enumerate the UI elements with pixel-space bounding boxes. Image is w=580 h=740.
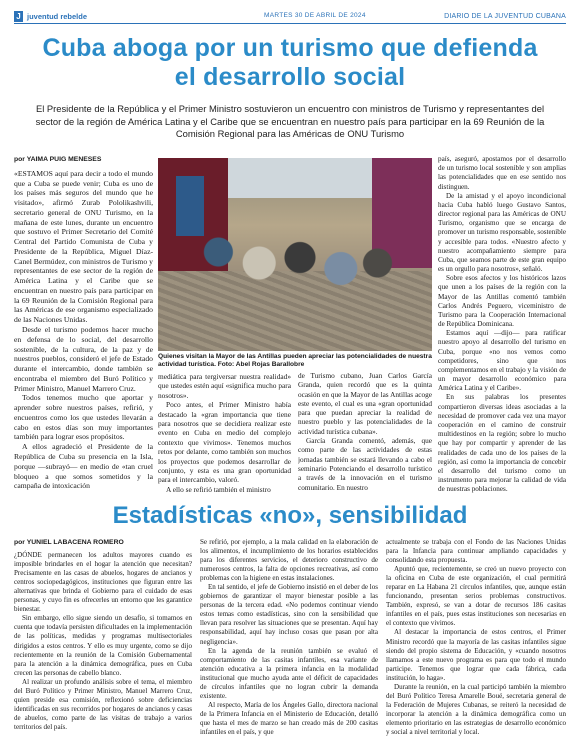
article1-column-1 (14, 155, 153, 493)
publication-name: juventud rebelde (27, 12, 88, 21)
article2-title: Estadísticas «no», sensibilidad (112, 502, 468, 529)
article1-lead: El Presidente de la República y el Primer Ministro sostuvieron un encuentro con ministros de Turismo y representantes del sector de la región de América Latina y el Caribe que se encuentran en nuestro país para participar en la 69 Reunión de la Comisión Regional para las Américas de ONU Turismo (35, 103, 545, 139)
paragraph: Estamos aquí —dijo— para ratificar nuestro apoyo al desarrollo del turismo en Cuba, porque «no nos vemos como competidores, sino que nos complementamos en el trabajo y la visión de un mayor desarrollo económico para América Latina y el Caribe». (438, 329, 566, 393)
photo-caption: Quienes visitan la Mayor de las Antillas pueden apreciar las potencialidades de nuestra actividad turística. Foto: Abel Rojas Barallobre (158, 353, 432, 369)
paragraph: Desde el turismo podemos hacer mucho en defensa de lo social, del desarrollo sostenible, de la cultura, de la paz y de nuestros pueblos, consideró el jefe de Estado durante el intercambio, donde también se encontraba el miembro del Buró Político y Primer Ministro, Manuel Marrero Cruz. (14, 325, 153, 393)
paragraph: Se refirió, por ejemplo, a la mala calidad en la elaboración de los alimentos, el incumplimiento de los horarios establecidos para los diferentes servicios, el deterioro constructivo de numerosos centros, la falta de opciones recreativas, así como problemas con la higiene en estas instalaciones. (200, 538, 378, 583)
article1-column-4 (438, 155, 566, 493)
paragraph: En la agenda de la reunión también se evaluó el comportamiento de las casitas infantiles, esa variante de atención educativa a la primera infancia en la modalidad institucional que mucho ayuda ante el déficit de capacidades de círculos infantiles que no logran cubrir la demanda existente. (200, 646, 378, 700)
article1-column-2 (158, 372, 291, 494)
paragraph: A ello se refirió también el ministro (166, 484, 271, 494)
paragraph: Todos tenemos mucho que aportar y aprender sobre nuestros países, refirió, y encuentros como los que ustedes llevarán a cabo en estos días son muy importantes también para lograr esos propósitos. (14, 393, 153, 442)
newspaper-logo-icon: J (14, 11, 23, 22)
article1-byline: por YAIMA PUIG MENESES (14, 156, 102, 163)
paragraph: actualmente se trabaja con el Fondo de las Naciones Unidas para la Infancia para continuar ampliando capacidades y consolidando esta propuesta. (386, 538, 566, 565)
paragraph: Al destacar la importancia de estos centros, el Primer Ministro recordó que la mayoría de las casitas infantiles sigue siendo del propio sistema de Educación, y «cuando nosotros llamamos a este nuevo programa es para que todo el mundo participe. Tenemos que lograr que cada fábrica, cada institución, lo haga». (386, 628, 566, 682)
paragraph: de Turismo cubano, Juan Carlos García Granda, quien recordó que es la quinta ocasión en que la Mayor de las Antillas acoge este evento, el cual es una «gran oportunidad para que puedan apreciar la realidad de nuestro pueblo y las potencialidades de la actividad turística cubana». (298, 372, 432, 436)
paragraph: Al realizar un profundo análisis sobre el tema, el miembro del Buró Político y Primer Ministro, Manuel Marrero Cruz, quien preside esa comisión, reflexionó sobre deficiencias identificadas en sus recorridos por hogares de ancianos y casas de abuelos, como parte de las visitas de trabajo a varios territorios del país. (14, 677, 192, 731)
paragraph: En sus palabras los presentes compartieron diversas ideas asociadas a la necesidad de promover cada vez una mayor cooperación en el camino de construir multidestinos en la región; sobre lo mucho que hay por compartir y aprender de las realidades de cada uno de los países de la región, así como la importancia de concebir el desarrollo del turismo como un instrumento para mejorar la calidad de vida de nuestras poblaciones. (438, 393, 566, 493)
article1-column-3 (298, 372, 432, 494)
paragraph: A ellos agradeció el Presidente de la República de Cuba su presencia en la Isla, porque —subrayó— en medio de «tan cruel bloqueo a que somos sometidos y la campaña de intoxicación (14, 442, 153, 491)
paragraph: Sobre esos afectos y los históricos lazos que unen a los países de la región con la Mayor de las Antillas comentó también Carlos Andrés Peguero, viceministro de Turismo para la Cooperación Internacional de República Dominicana. (438, 274, 566, 329)
paragraph: García Granda comentó, además, que como parte de las actividades de estas jornadas también se estará llevando a cabo el seminario Potenciando el desarrollo turístico a través de la innovación en el turismo comunitario. En nuestro (298, 437, 432, 492)
paragraph: mediática para tergiversar nuestra realidad» que ustedes estén aquí «significa mucho para nosotros». (158, 372, 291, 400)
section-label: DIARIO DE LA JUVENTUD CUBANA (444, 13, 566, 20)
article1-photo (158, 158, 432, 351)
paragraph: De la amistad y el apoyo incondicional hacia Cuba habló luego Gustavo Santos, director regional para las Américas de ONU Turismo, organismo que se encarga de promover un turismo responsable, sostenible y accesible para todos. «Nuestro afecto y nuestro acompañamiento siempre para Cuba, que seamos parte de este gran equipo es un orgullo para nosotros», señaló. (438, 191, 566, 274)
issue-date: MARTES 30 DE ABRIL DE 2024 (264, 12, 366, 19)
paragraph: «ESTAMOS aquí para decir a todo el mundo que a Cuba se puede venir; Cuba es uno de los países más seguros del mundo que he visitado», afirmó Zurab Pololikashvili, secretario general de ONU Turismo, en la mañana de este lunes, durante un encuentro que sostuvo el Primer Secretario del Comité Central del Partido Comunista de Cuba y Presidente de la República, Miguel Díaz-Canel Bermúdez, con ministros de Turismo y representantes de ese sector de la región de América Latina y el Caribe que se encuentran en nuestro país para participar en la 69 Reunión de la Comisión Regional para las Américas de ese organismo especializado de las Naciones Unidas. (14, 168, 153, 325)
paragraph: Al respecto, María de los Ángeles Gallo, directora nacional de la Primera Infancia en el Ministerio de Educación, detalló que hasta el mes de marzo se han creado más de 200 casitas infantiles en el país, y que (200, 700, 378, 736)
paragraph: país, aseguró, apostamos por el desarrollo de un turismo local sostenible y son amplias las potencialidades que en ese sentido nos distinguen. (438, 155, 566, 191)
paragraph: Durante la reunión, en la cual participó también la miembro del Buró Político Teresa Amarelle Boué, secretaria general de la Federación de Mujeres Cubanas, se reiteró la necesidad de incorporar la atención a la dinámica demográfica como un elemento prioritario en las estrategias de desarrollo económico y social a nivel territorial y local. (386, 682, 566, 736)
page-header (14, 10, 566, 24)
paragraph: Apuntó que, recientemente, se creó un nuevo proyecto con la oficina en Cuba de este organización, el cual permitirá reparar en La Habana 21 círculos infantiles, que, aunque están funcionando, presentan serios problemas constructivos. También, expresó, se van a dotar de recursos 186 casitas infantiles en el país, pues estas instituciones son necesarias en el contexto que vivimos. (386, 565, 566, 628)
paragraph: En tal sentido, el jefe de Gobierno insistió en el deber de los gobiernos de garantizar el mayor bienestar posible a las personas de la tercera edad. «No podemos continuar viendo estos temas como estadísticas, sino con la sensibilidad que llevan para resolver las situaciones que se presentan. Aquí hay responsabilidad, aquí hay incluso cosas que pasan por alta negligencia». (200, 583, 378, 646)
article2-column-1 (14, 538, 192, 738)
paragraph: Poco antes, el Primer Ministro había destacado la «gran importancia que tiene para nosotros que se decidiera realizar este evento en Cuba en medio del complejo contexto que vivimos». Tenemos muchos retos por delante, como también son muchos los proyectos que podemos desarrollar de conjunto, y esta es una gran oportunidad para el intercambio, valoró. (158, 400, 291, 485)
article2-column-2 (200, 538, 378, 738)
article2-column-3 (386, 538, 566, 738)
paragraph: ¿DÓNDE permanecen los adultos mayores cuando es imposible brindarles en el hogar la atención que necesitan? Precisamente en las casas de abuelos, hogares de ancianos y centros sociopedagógicos, instituciones que figuran entre las alternativas que brinda el Gobierno para el cuidado de esas personas, y cuyo fin es ofrecerles un entorno que les garantice bienestar. (14, 551, 192, 614)
paragraph: Sin embargo, ello sigue siendo un desafío, si tomamos en cuenta que todavía persisten dificultades en la implementación de las políticas, medidas y programas multisectoriales dirigidos a estos centros. Y ello es muy urgente, como se dijo recientemente en la reunión de la Comisión Gubernamental para la atención a la dinámica demográfica, pues en Cuba crecen las personas de cabello blanco. (14, 614, 192, 677)
article1-title: Cuba aboga por un turismo que defienda el desarrollo social (42, 34, 538, 91)
article2-byline: por YUNIEL LABACENA ROMERO (14, 539, 124, 546)
